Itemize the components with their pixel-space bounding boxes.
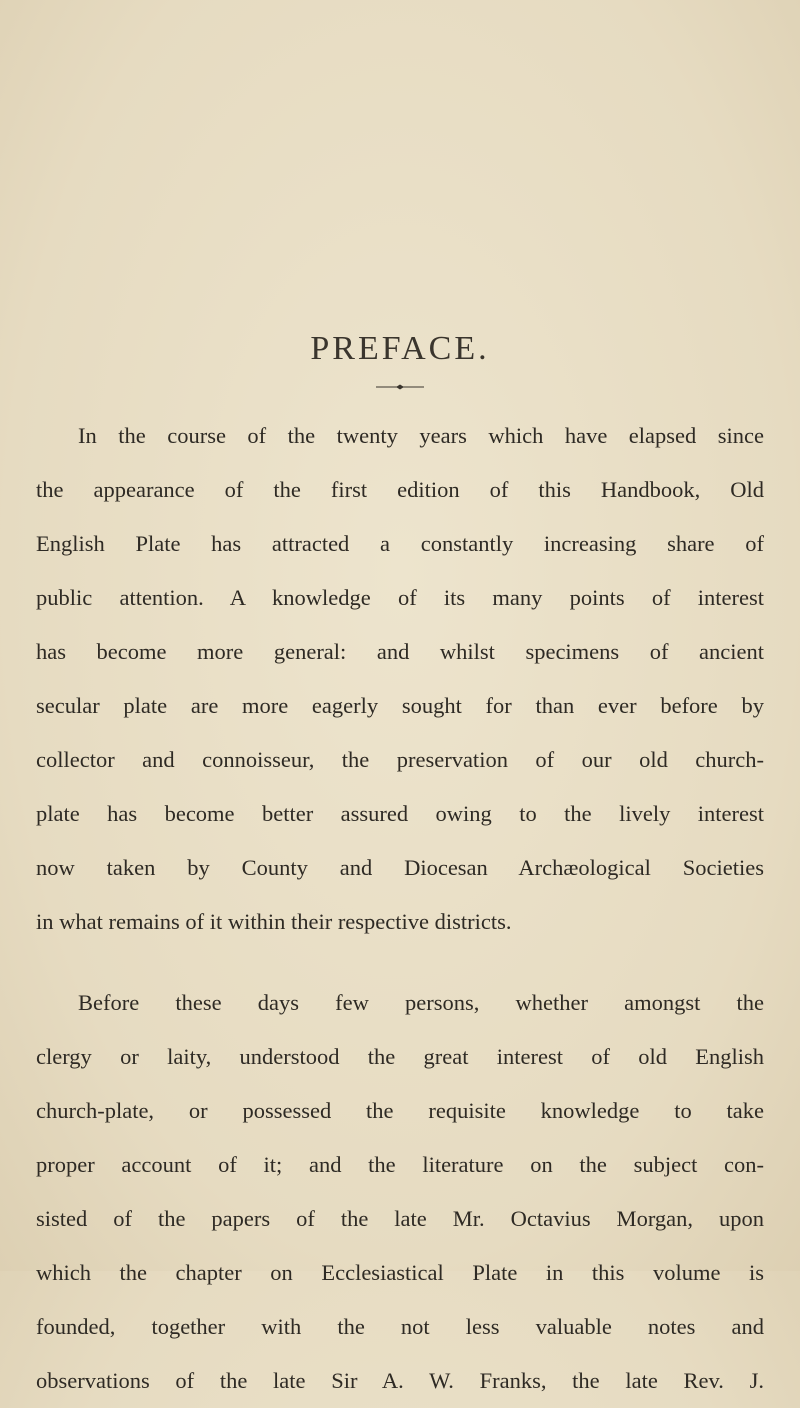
text-line: English Plate has attracted a constantly increasing share of <box>36 531 764 556</box>
text-line: clergy or laity, understood the great interest of old English <box>36 1044 764 1069</box>
text-line: public attention. A knowledge of its many points of interest <box>36 585 764 610</box>
text-line: collector and connoisseur, the preservation of our old church- <box>36 747 764 772</box>
text-line: secular plate are more eagerly sought for than ever before by <box>36 693 764 718</box>
text-line: Before these days few persons, whether amongst the <box>78 990 764 1015</box>
ornamental-rule <box>376 382 424 392</box>
text-line: now taken by County and Diocesan Archæological Societies <box>36 855 764 880</box>
paragraph-1 <box>36 409 764 949</box>
text-line: which the chapter on Ecclesiastical Plate in this volume is <box>36 1260 764 1285</box>
text-line: proper account of it; and the literature on the subject con- <box>36 1152 764 1177</box>
page-title: PREFACE. <box>310 330 490 367</box>
text-line: founded, together with the not less valuable notes and <box>36 1314 764 1339</box>
paragraph-2 <box>36 976 764 1408</box>
text-line: in what remains of it within their respective districts. <box>36 909 512 934</box>
text-line: In the course of the twenty years which have elapsed since <box>78 423 764 448</box>
text-line: church-plate, or possessed the requisite knowledge to take <box>36 1098 764 1123</box>
text-line: the appearance of the first edition of this Handbook, Old <box>36 477 764 502</box>
text-line: plate has become better assured owing to the lively interest <box>36 801 764 826</box>
text-line: sisted of the papers of the late Mr. Octavius Morgan, upon <box>36 1206 764 1231</box>
text-line: observations of the late Sir A. W. Franks, the late Rev. J. <box>36 1368 764 1393</box>
text-line: has become more general: and whilst specimens of ancient <box>36 639 764 664</box>
